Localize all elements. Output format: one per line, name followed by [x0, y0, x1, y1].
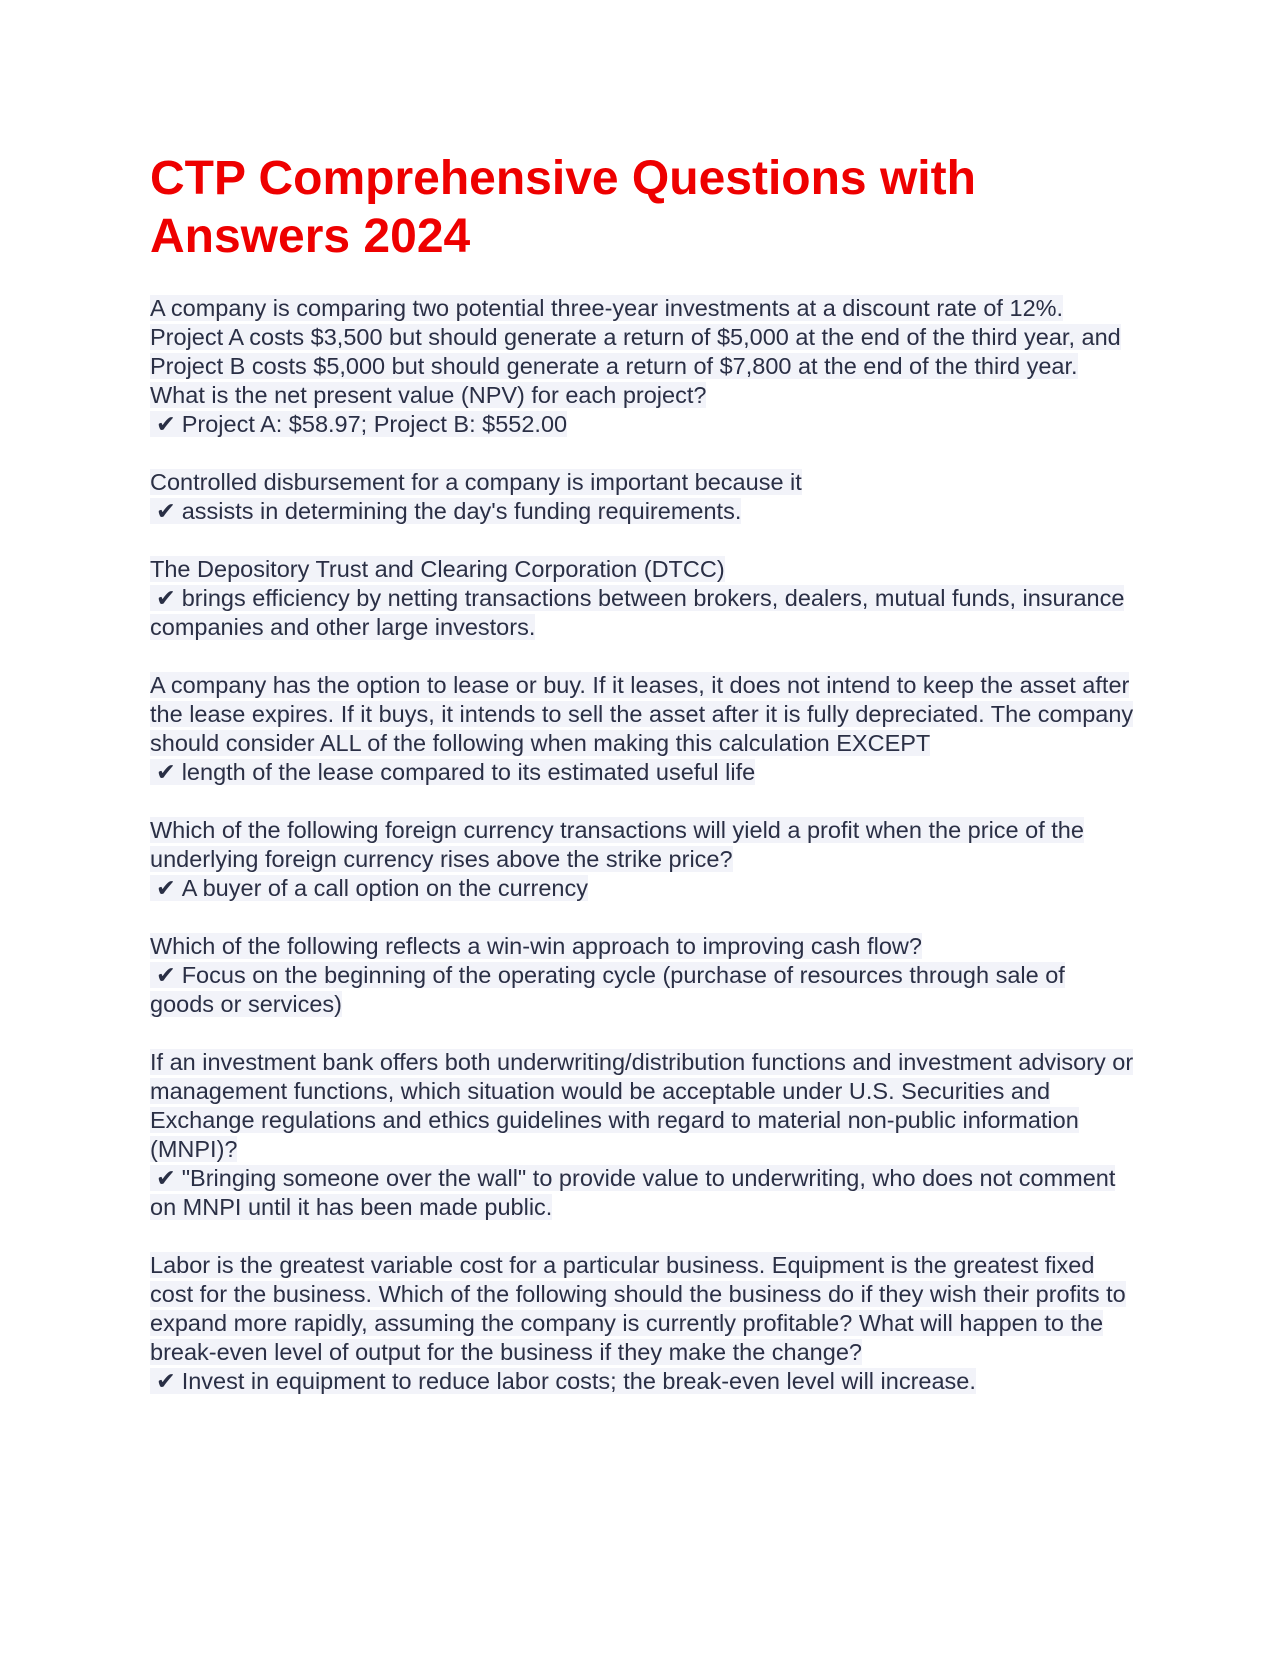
check-icon: ✔	[156, 498, 176, 524]
qa-item	[150, 1048, 1135, 1222]
check-icon: ✔	[156, 875, 176, 901]
check-icon: ✔	[156, 1368, 176, 1394]
qa-list	[150, 294, 1135, 1396]
check-icon: ✔	[156, 1165, 176, 1191]
answer-text: Focus on the beginning of the operating cycle (purchase of resources through sale of goods or services)	[150, 962, 1065, 1017]
question-text: Which of the following reflects a win-win approach to improving cash flow?	[150, 933, 922, 959]
qa-item	[150, 555, 1135, 642]
check-icon: ✔	[156, 759, 176, 785]
question-text: Which of the following foreign currency transactions will yield a profit when the price of the underlying foreign currency rises above the strike price?	[150, 817, 1084, 872]
answer-line	[150, 1367, 1135, 1396]
answer-line	[150, 1164, 1135, 1222]
check-icon: ✔	[156, 962, 176, 988]
document-title: CTP Comprehensive Questions with Answers 2024	[150, 152, 976, 263]
qa-item	[150, 1251, 1135, 1396]
answer-line	[150, 497, 1135, 526]
qa-item	[150, 932, 1135, 1019]
question-text: Controlled disbursement for a company is important because it	[150, 469, 802, 495]
answer-line	[150, 584, 1135, 642]
check-icon: ✔	[156, 411, 176, 437]
qa-item	[150, 816, 1135, 903]
question-text: A company is comparing two potential three-year investments at a discount rate of 12%. Project A costs $3,500 but should generate a return of $5,000 at the end of the third year, and Project B costs $5,000 but should generate a return of $7,800 at the end of the third year. What is the net present value (NPV) for each project?	[150, 295, 1121, 408]
qa-item	[150, 468, 1135, 526]
qa-item	[150, 671, 1135, 787]
answer-text: brings efficiency by netting transactions between brokers, dealers, mutual funds, insurance companies and other large investors.	[150, 585, 1125, 640]
answer-line	[150, 874, 1135, 903]
answer-line	[150, 758, 1135, 787]
question-text: A company has the option to lease or buy. If it leases, it does not intend to keep the asset after the lease expires. If it buys, it intends to sell the asset after it is fully depreciated. The company should consider ALL of the following when making this calculation EXCEPT	[150, 672, 1134, 756]
answer-text: Project A: $58.97; Project B: $552.00	[181, 411, 568, 437]
answer-text: Invest in equipment to reduce labor costs; the break-even level will increase.	[181, 1368, 976, 1394]
answer-text: assists in determining the day's funding requirements.	[181, 498, 742, 524]
answer-text: "Bringing someone over the wall" to provide value to underwriting, who does not comment on MNPI until it has been made public.	[150, 1165, 1116, 1220]
question-text: Labor is the greatest variable cost for a particular business. Equipment is the greatest fixed cost for the business. Which of the following should the business do if they wish their profits to expand more rapidly, assuming the company is currently profitable? What will happen to the break-even level of output for the business if they make the change?	[150, 1252, 1126, 1365]
answer-text: A buyer of a call option on the currency	[181, 875, 588, 901]
qa-item	[150, 294, 1135, 439]
answer-line	[150, 410, 1135, 439]
question-text: If an investment bank offers both underwriting/distribution functions and investment advisory or management functions, which situation would be acceptable under U.S. Securities and Exchange regulations and ethics guidelines with regard to material non-public information (MNPI)?	[150, 1049, 1134, 1162]
question-text: The Depository Trust and Clearing Corporation (DTCC)	[150, 556, 725, 582]
check-icon: ✔	[156, 585, 176, 611]
answer-line	[150, 961, 1135, 1019]
answer-text: length of the lease compared to its estimated useful life	[181, 759, 756, 785]
document-page	[150, 150, 1135, 1425]
